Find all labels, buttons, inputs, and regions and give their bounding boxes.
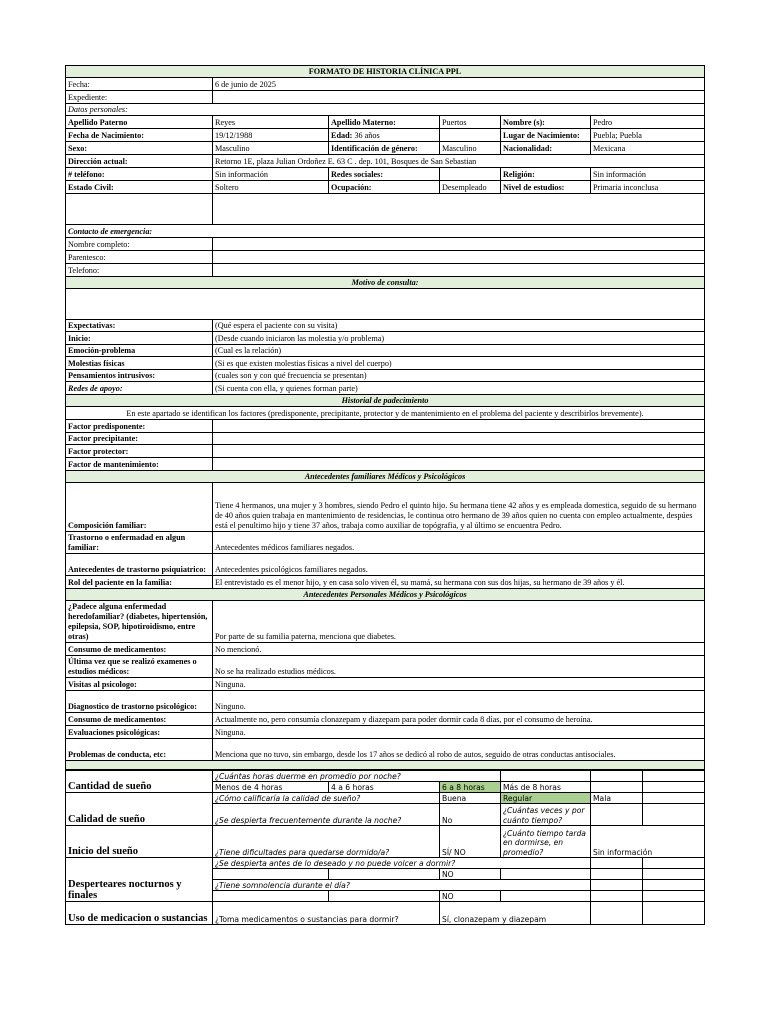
trastorno-familiar-value[interactable]: Antecedentes médicos familiares negados.: [213, 532, 705, 554]
lugar-nacimiento-label: Lugar de Nacimiento:: [501, 129, 591, 142]
direccion-label: Dirección actual:: [66, 155, 213, 168]
sleep-blank-cell: [591, 771, 643, 782]
apellido-materno-value[interactable]: Puertos: [440, 116, 501, 129]
emergency-phone-value[interactable]: [213, 264, 705, 277]
emergency-name-label: Nombre completo:: [66, 238, 213, 251]
antecedente-label: Consumo de medicamentos:: [66, 643, 213, 656]
despierta-antes-answer[interactable]: NO: [440, 869, 501, 880]
antecedente-value[interactable]: Por parte de su familia paterna, menciona que diabetes.: [213, 601, 705, 643]
sleep-blank-cell: [591, 891, 643, 902]
apellido-materno-label: Apellido Materno:: [329, 116, 440, 129]
cuantas-veces-question: ¿Cuántas veces y por cuánto tiempo?: [501, 804, 591, 826]
historial-intro: En este apartado se identifican los factores (predisponente, precipitante, protector y de mantenimiento en el problema del paciente y describirlos brevemente).: [66, 407, 705, 420]
calidad-sueno-question: ¿Cómo calificaría la calidad de sueño?: [213, 793, 440, 804]
blank-wide-cell[interactable]: [213, 194, 705, 225]
nombre-label: Nombre (s):: [501, 116, 591, 129]
antecedente-value[interactable]: Ninguna.: [213, 726, 705, 739]
expediente-value[interactable]: [213, 91, 705, 104]
motivo-row-value[interactable]: (Qué espera el paciente con su visita): [213, 320, 705, 332]
clinical-history-form: [65, 65, 704, 925]
somnolencia-answer[interactable]: NO: [440, 891, 501, 902]
blank-cell: [66, 194, 213, 225]
fecha-label: Fecha:: [66, 78, 213, 91]
ocupacion-value[interactable]: Desempleado: [440, 181, 501, 194]
dificultad-answer[interactable]: SÍ/ NO: [440, 826, 501, 858]
sleep-blank-cell: [501, 891, 591, 902]
factor-label: Factor predisponente:: [66, 420, 213, 433]
composicion-familiar-value[interactable]: Tiene 4 hermanos, una mujer y 3 hombres, siendo Pedro el quinto hijo. Su hermana tiene 42 años y es empleada domestica, seguido de su hermano de 40 años quien trabaja en mantenimiento de residencias, le continua otro hermano de 39 años quien no cuenta con empleo actualmente, despúes está el penultimo hijo y tiene 37 años, trabaja como auxiliar de topógrafia, y al último se encuentra Pedro.: [213, 483, 705, 532]
somnolencia-question: ¿Tiene somnolencia durante el día?: [213, 880, 591, 891]
lugar-nacimiento-value[interactable]: Puebla; Puebla: [591, 129, 705, 142]
option-regular[interactable]: Regular: [501, 793, 591, 804]
antecedente-label: Visitas al psicologo:: [66, 678, 213, 691]
historial-header: Historial de padecimiento: [66, 395, 705, 407]
option-more-8-hours[interactable]: Más de 8 horas: [501, 782, 591, 793]
medicacion-question: ¿Toma medicamentos o sustancias para dormir?: [213, 902, 440, 925]
nacionalidad-label: Nacionalidad:: [501, 142, 591, 155]
sleep-blank-cell: [643, 902, 705, 925]
option-4-6-hours[interactable]: 4 a 6 horas: [329, 782, 440, 793]
expediente-label: Expediente:: [66, 91, 213, 104]
emergency-relationship-label: Parentesco:: [66, 251, 213, 264]
emergency-phone-label: Telefono:: [66, 264, 213, 277]
antecedente-label: Problemas de conducta, etc:: [66, 739, 213, 761]
motivo-row-label: Inicio:: [66, 332, 213, 345]
sleep-blank-cell: [591, 880, 643, 891]
sexo-label: Sexo:: [66, 142, 213, 155]
trastorno-psiquiatrico-value[interactable]: Antecedentes psicológicos familiares negados.: [213, 554, 705, 576]
motivo-consulta-text[interactable]: [66, 289, 705, 320]
antecedente-value[interactable]: Menciona que no tuvo, sin embargo, desde los 17 años se dedicó al robo de autos, seguido de otras conductas antisociales.: [213, 739, 705, 761]
estado-civil-label: Estado Civil:: [66, 181, 213, 194]
factor-value[interactable]: [213, 433, 705, 445]
despierta-antes-question: ¿Se despierta antes de lo deseado y no puede volcer a dormir?: [213, 858, 591, 869]
sleep-blank-cell: [643, 771, 705, 782]
factor-value[interactable]: [213, 445, 705, 458]
trastorno-psiquiatrico-label: Antecedentes de trastorno psiquiatrico:: [66, 554, 213, 576]
sleep-blank-cell: [501, 771, 591, 782]
motivo-row-label: Emoción-problema: [66, 345, 213, 357]
sexo-value[interactable]: Masculino: [213, 142, 329, 155]
antecedente-label: Última vez que se realizó examenes o estudios médicos:: [66, 656, 213, 678]
sleep-table: [65, 770, 705, 925]
rol-familia-value[interactable]: El entrevistado es el menor hijo, y en casa solo viven él, su mamá, su hermana con sus dos hijas, su hermano de 39 años y él.: [213, 576, 705, 589]
antecedente-value[interactable]: No mencionó.: [213, 643, 705, 656]
sleep-blank-cell: [643, 858, 705, 869]
calidad-sueno-label: Calidad de sueño: [66, 793, 213, 826]
sleep-blank-cell: [643, 793, 705, 804]
option-mala[interactable]: Mala: [591, 793, 643, 804]
motivo-row-value[interactable]: (Cual es la relación): [213, 345, 705, 357]
nivel-estudios-label: Nivel de estudios:: [501, 181, 591, 194]
form-title: FORMATO DE HISTORIA CLÍNICA PPL: [66, 66, 705, 78]
factor-value[interactable]: [213, 420, 705, 433]
tarda-question: ¿Cuánto tiempo tarda en dormirse, en promedio?: [501, 826, 591, 858]
factor-label: Factor de mantenimiento:: [66, 458, 213, 471]
despertares-label: Desperteares nocturnos y finales: [66, 858, 213, 902]
antecedente-label: Diagnostico de trastorno psicológico:: [66, 691, 213, 713]
main-form-table: [65, 65, 705, 770]
apellido-paterno-value[interactable]: Reyes: [213, 116, 329, 129]
fecha-nacimiento-value[interactable]: 19/12/1988: [213, 129, 329, 142]
despierta-question: ¿Se despierta frecuentemente durante la noche?: [213, 804, 440, 826]
medicacion-label: Uso de medicacion o sustancias: [66, 902, 213, 925]
sleep-blank-cell[interactable]: [591, 804, 643, 826]
emergency-relationship-value[interactable]: [213, 251, 705, 264]
section-separator: [66, 761, 705, 770]
motivo-consulta-header: Motivo de consulta:: [66, 277, 705, 289]
edad-value: 36 años: [354, 131, 380, 140]
motivo-row-label: Pensamientos intrusivos:: [66, 370, 213, 382]
sleep-blank-cell: [213, 891, 329, 902]
ocupacion-label: Ocupación:: [329, 181, 440, 194]
identificacion-genero-label: Identificación de género:: [329, 142, 440, 155]
antecedente-label: Evaluaciones psicológicas:: [66, 726, 213, 739]
motivo-row-value[interactable]: (Si es que existen molestias físicas a nivel del cuerpo): [213, 357, 705, 370]
sleep-blank-cell: [591, 869, 643, 880]
estado-civil-value[interactable]: Soltero: [213, 181, 329, 194]
religion-label: Religión:: [501, 168, 591, 181]
antecedente-value[interactable]: Actualmente no, pero consumía clonazepam y diazepam para poder dormir cada 8 días, por el consumo de heroína.: [213, 713, 705, 726]
motivo-row-value[interactable]: (cuales son y con qué frecuencia se presentan): [213, 370, 705, 382]
motivo-row-label: Expectativas:: [66, 320, 213, 332]
redes-sociales-value[interactable]: [440, 168, 501, 181]
nacionalidad-value[interactable]: Mexicana: [591, 142, 705, 155]
factor-value[interactable]: [213, 458, 705, 471]
motivo-row-label: Redes de apoyo:: [66, 382, 213, 395]
dificultad-question: ¿Tiene dificultades para quedarse dormido/a?: [213, 826, 440, 858]
telefono-value[interactable]: Sin información: [213, 168, 329, 181]
emergency-name-value[interactable]: [213, 238, 705, 251]
antecedente-value[interactable]: Ninguna.: [213, 678, 705, 691]
sleep-blank-cell: [329, 869, 440, 880]
sleep-blank-cell: [501, 869, 591, 880]
apellido-paterno-label: Apellido Paterno: [66, 116, 213, 129]
sleep-blank-cell: [329, 891, 440, 902]
composicion-familiar-label: Composición familiar:: [66, 483, 213, 532]
edad-label: Edad:: [331, 131, 353, 140]
edad-extra: [440, 129, 501, 142]
redes-sociales-label: Redes sociales:: [329, 168, 440, 181]
factor-label: Factor precipitante:: [66, 433, 213, 445]
cantidad-sueno-question: ¿Cuántas horas duerme en promedio por noche?: [213, 771, 501, 782]
nivel-estudios-value[interactable]: Primaria inconclusa: [591, 181, 705, 194]
motivo-row-value[interactable]: (Si cuenta con ella, y quienes forman parte): [213, 382, 705, 395]
sleep-blank-cell: [643, 880, 705, 891]
despierta-answer[interactable]: No: [440, 804, 501, 826]
medicacion-answer[interactable]: Sí, clonazepam y diazepam: [440, 902, 591, 925]
sleep-blank-cell: [213, 869, 329, 880]
nombre-value[interactable]: Pedro: [591, 116, 705, 129]
edad-cell[interactable]: [329, 129, 440, 142]
fecha-nacimiento-label: Fecha de Nacimiento:: [66, 129, 213, 142]
antecedente-label: ¿Padece alguna enfermedad heredofamiliar? (diabetes, hipertensión, epilepsia, SOP, hipotiroidismo, entre otras): [66, 601, 213, 643]
tarda-answer[interactable]: Sin información: [591, 826, 705, 858]
antecedente-value[interactable]: Ninguno.: [213, 691, 705, 713]
religion-value[interactable]: Sin información: [591, 168, 705, 181]
identificacion-genero-value[interactable]: Masculino: [440, 142, 501, 155]
trastorno-familiar-label: Trastorno o enfermadad en algun familiar:: [66, 532, 213, 554]
sleep-blank-cell: [591, 858, 643, 869]
fecha-value[interactable]: 6 de junio de 2025: [213, 78, 705, 91]
motivo-row-value[interactable]: (Desde cuando iniciaron las molestia y/o problema): [213, 332, 705, 345]
personales-header: Antecedentes Personales Médicos y Psicológicos: [66, 589, 705, 601]
rol-familia-label: Rol del paciente en la familia:: [66, 576, 213, 589]
familiares-header: Antecedentes familiares Médicos y Psicológicos: [66, 471, 705, 483]
sleep-blank-cell: [643, 804, 705, 826]
datos-personales-header: Datos personales:: [66, 104, 705, 116]
sleep-blank-cell: [591, 902, 643, 925]
motivo-row-label: Molestias físicas: [66, 357, 213, 370]
antecedente-label: Consumo de medicamentos:: [66, 713, 213, 726]
direccion-value[interactable]: Retorno 1E, plaza Julian Ordoñez E. 63 C . dep. 101, Bosques de San Sebastian: [213, 155, 705, 168]
inicio-sueno-label: Inicio del sueño: [66, 826, 213, 858]
sleep-blank-cell: [643, 891, 705, 902]
emergency-contact-header: Contacto de emergencia:: [66, 225, 705, 238]
option-less-4-hours[interactable]: Menos de 4 horas: [213, 782, 329, 793]
sleep-blank-cell: [591, 782, 643, 793]
sleep-blank-cell: [643, 869, 705, 880]
antecedente-value[interactable]: No se ha realizado estudios médicos.: [213, 656, 705, 678]
option-6-8-hours[interactable]: 6 a 8 horas: [440, 782, 501, 793]
option-buena[interactable]: Buena: [440, 793, 501, 804]
factor-label: Factor protector:: [66, 445, 213, 458]
sleep-blank-cell: [643, 782, 705, 793]
cantidad-sueno-label: Cantidad de sueño: [66, 771, 213, 793]
telefono-label: # teléfono:: [66, 168, 213, 181]
